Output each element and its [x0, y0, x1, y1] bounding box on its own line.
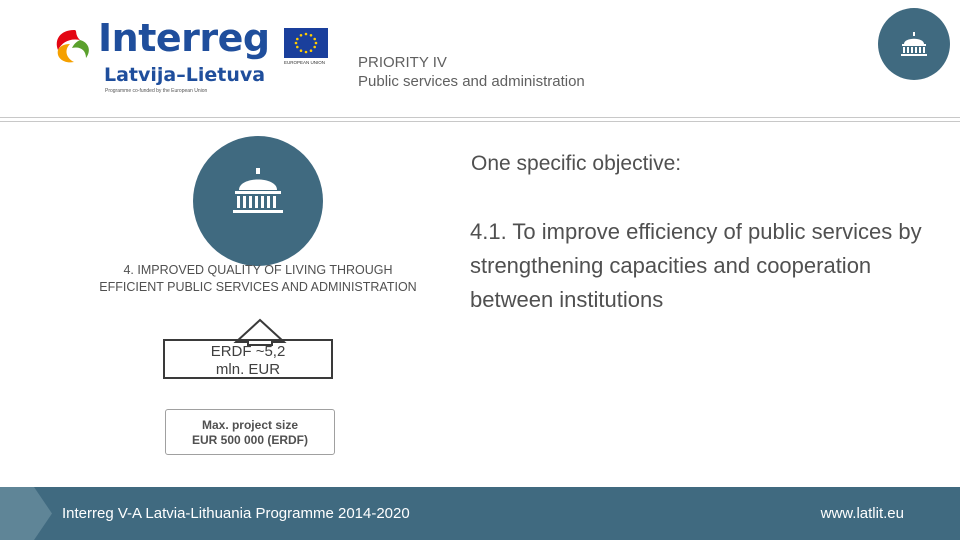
logo-program-text: Latvija–Lietuva: [104, 64, 266, 86]
footer-programme: Interreg V-A Latvia-Lithuania Programme 2014-2020: [62, 505, 410, 522]
interreg-swirl-icon: [52, 26, 96, 66]
logo-brand-text: Interreg: [98, 16, 270, 60]
priority-header: [358, 53, 585, 91]
max-project-size-box: [165, 409, 335, 455]
priority-icon-circle: [193, 136, 323, 266]
interreg-logo: [52, 16, 332, 100]
erdf-amount: ERDF ~5,2: [210, 343, 286, 360]
government-building-icon: [878, 8, 950, 80]
erdf-funding-box: [163, 339, 333, 379]
eu-flag-icon: [284, 28, 328, 58]
priority-subtitle: Public services and administration: [358, 73, 585, 90]
objective-heading: One specific objective:: [471, 152, 682, 175]
footer-chevron-icon: [0, 487, 60, 540]
priority-description: 4. IMPROVED QUALITY OF LIVING THROUGH EFFICIENT PUBLIC SERVICES AND ADMINISTRATION: [99, 263, 417, 294]
logo-tagline: Programme co-funded by the European Union: [105, 88, 208, 94]
footer-website-link[interactable]: www.latlit.eu: [820, 505, 904, 522]
priority-badge: [878, 8, 950, 80]
max-project-label: Max. project size: [201, 418, 299, 432]
government-building-icon: [193, 136, 323, 266]
objective-text: 4.1. To improve efficiency of public services by strengthening capacities and cooperation between institutions: [470, 219, 922, 312]
erdf-unit: mln. EUR: [215, 361, 281, 378]
max-project-value: EUR 500 000 (ERDF): [191, 433, 309, 447]
header-divider-top: [0, 117, 960, 118]
header-divider-bottom: [0, 121, 960, 122]
priority-title: PRIORITY IV: [358, 54, 447, 71]
eu-label: EUROPEAN UNION: [284, 60, 326, 65]
